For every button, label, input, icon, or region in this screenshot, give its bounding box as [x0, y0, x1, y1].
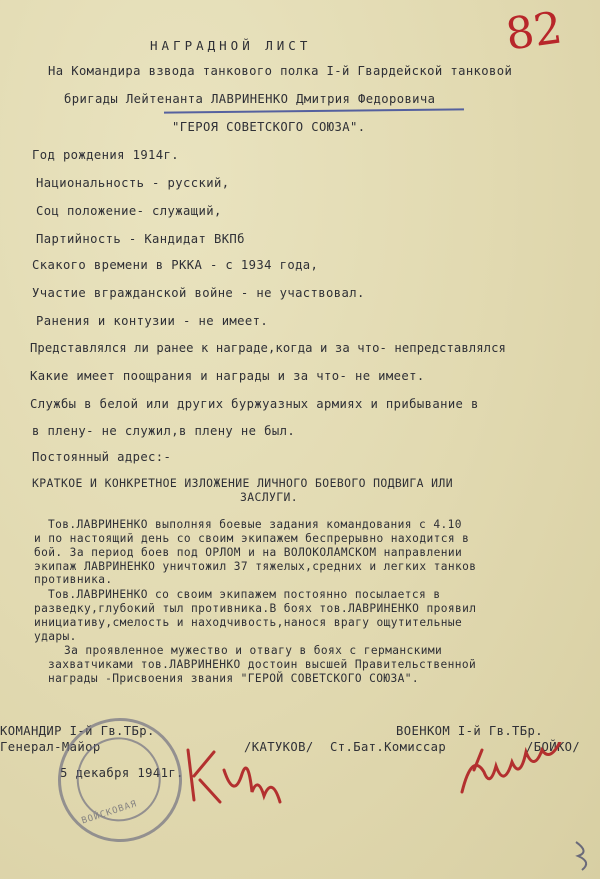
field-rkka-since: Скакого времени в РККА - с 1934 года, [32, 258, 319, 272]
commander-name: /КАТУКОВ/ [244, 740, 314, 754]
field-previous-award: Представлялся ли ранее к награде,когда и за что- непредставлялся [30, 341, 506, 355]
body-line-10: За проявленное мужество и отвагу в боях с германскими [64, 644, 443, 657]
header-line-1: На Командира взвода танкового полка I-й Гвардейской танковой [48, 64, 513, 78]
commander-rank: Генерал-Майор [0, 740, 101, 754]
field-social-status: Соц положение- служащий, [36, 204, 222, 218]
body-line-2: и по настоящий день со своим экипажем беспрерывно находится в [34, 532, 470, 545]
commander-title: КОМАНДИР I-й Гв.ТБр. [0, 724, 155, 738]
body-line-4: экипаж ЛАВРИНЕНКО уничтожил 37 тяжелых,средних и легких танков [34, 560, 477, 573]
body-line-8: инициативу,смелость и находчивость,нанося врагу ощутительные [34, 616, 463, 629]
section-heading-1: КРАТКОЕ И КОНКРЕТНОЕ ИЗЛОЖЕНИЕ ЛИЧНОГО БОЕВОГО ПОДВИГА ИЛИ [32, 476, 453, 490]
body-line-9: удары. [34, 630, 77, 643]
body-line-5: противника. [34, 573, 113, 586]
commissar-rank: Ст.Бат.Комиссар [330, 740, 447, 754]
blue-underline-name [164, 108, 464, 113]
boyko-signature [452, 742, 582, 812]
header-line-2: бригады Лейтенанта ЛАВРИНЕНКО Дмитрия Федоровича [64, 92, 436, 106]
commissar-title: ВОЕНКОМ I-й Гв.ТБр. [396, 724, 544, 738]
document-date: 5 декабря 1941г. [60, 766, 184, 780]
header-line-3: "ГЕРОЯ СОВЕТСКОГО СОЮЗА". [172, 120, 366, 134]
pencil-mark [572, 838, 596, 872]
body-line-3: бой. За период боев под ОРЛОМ и на ВОЛОКОЛАМСКОМ направлении [34, 546, 463, 559]
body-line-12: награды -Присвоения звания "ГЕРОЙ СОВЕТСКОГО СОЮЗА". [48, 672, 420, 685]
field-birth-year: Год рождения 1914г. [32, 148, 180, 162]
commissar-name: /БОЙКО/ [526, 740, 581, 754]
katukov-signature [180, 740, 290, 820]
document-title: НАГРАДНОЙ ЛИСТ [150, 38, 312, 53]
field-service-1: Службы в белой или других буржуазных армиях и прибывание в [30, 397, 479, 411]
stamp-text: ВОЙСКОВАЯ [80, 799, 139, 827]
body-line-6: Тов.ЛАВРИНЕНКО со своим экипажем постоянно посылается в [48, 588, 441, 601]
body-line-1: Тов.ЛАВРИНЕНКО выполняя боевые задания командования с 4.10 [48, 518, 462, 531]
field-wounds: Ранения и контузии - не имеет. [36, 314, 269, 328]
field-service-2: в плену- не служил,в плену не был. [32, 424, 296, 438]
field-address: Постоянный адрес:- [32, 450, 172, 464]
field-nationality: Национальность - русский, [36, 176, 230, 190]
field-civil-war: Участие вгражданской войне - не участвовал. [32, 286, 365, 300]
handwritten-page-number: 82 [502, 2, 566, 61]
field-awards: Какие имеет поощрания и награды и за что- не имеет. [30, 369, 425, 383]
field-party: Партийность - Кандидат ВКПб [36, 232, 245, 246]
body-line-11: захватчиками тов.ЛАВРИНЕНКО достоин высшей Правительственной [48, 658, 477, 671]
section-heading-2: ЗАСЛУГИ. [240, 490, 299, 504]
body-line-7: разведку,глубокий тыл противника.В боях тов.ЛАВРИНЕНКО проявил [34, 602, 477, 615]
